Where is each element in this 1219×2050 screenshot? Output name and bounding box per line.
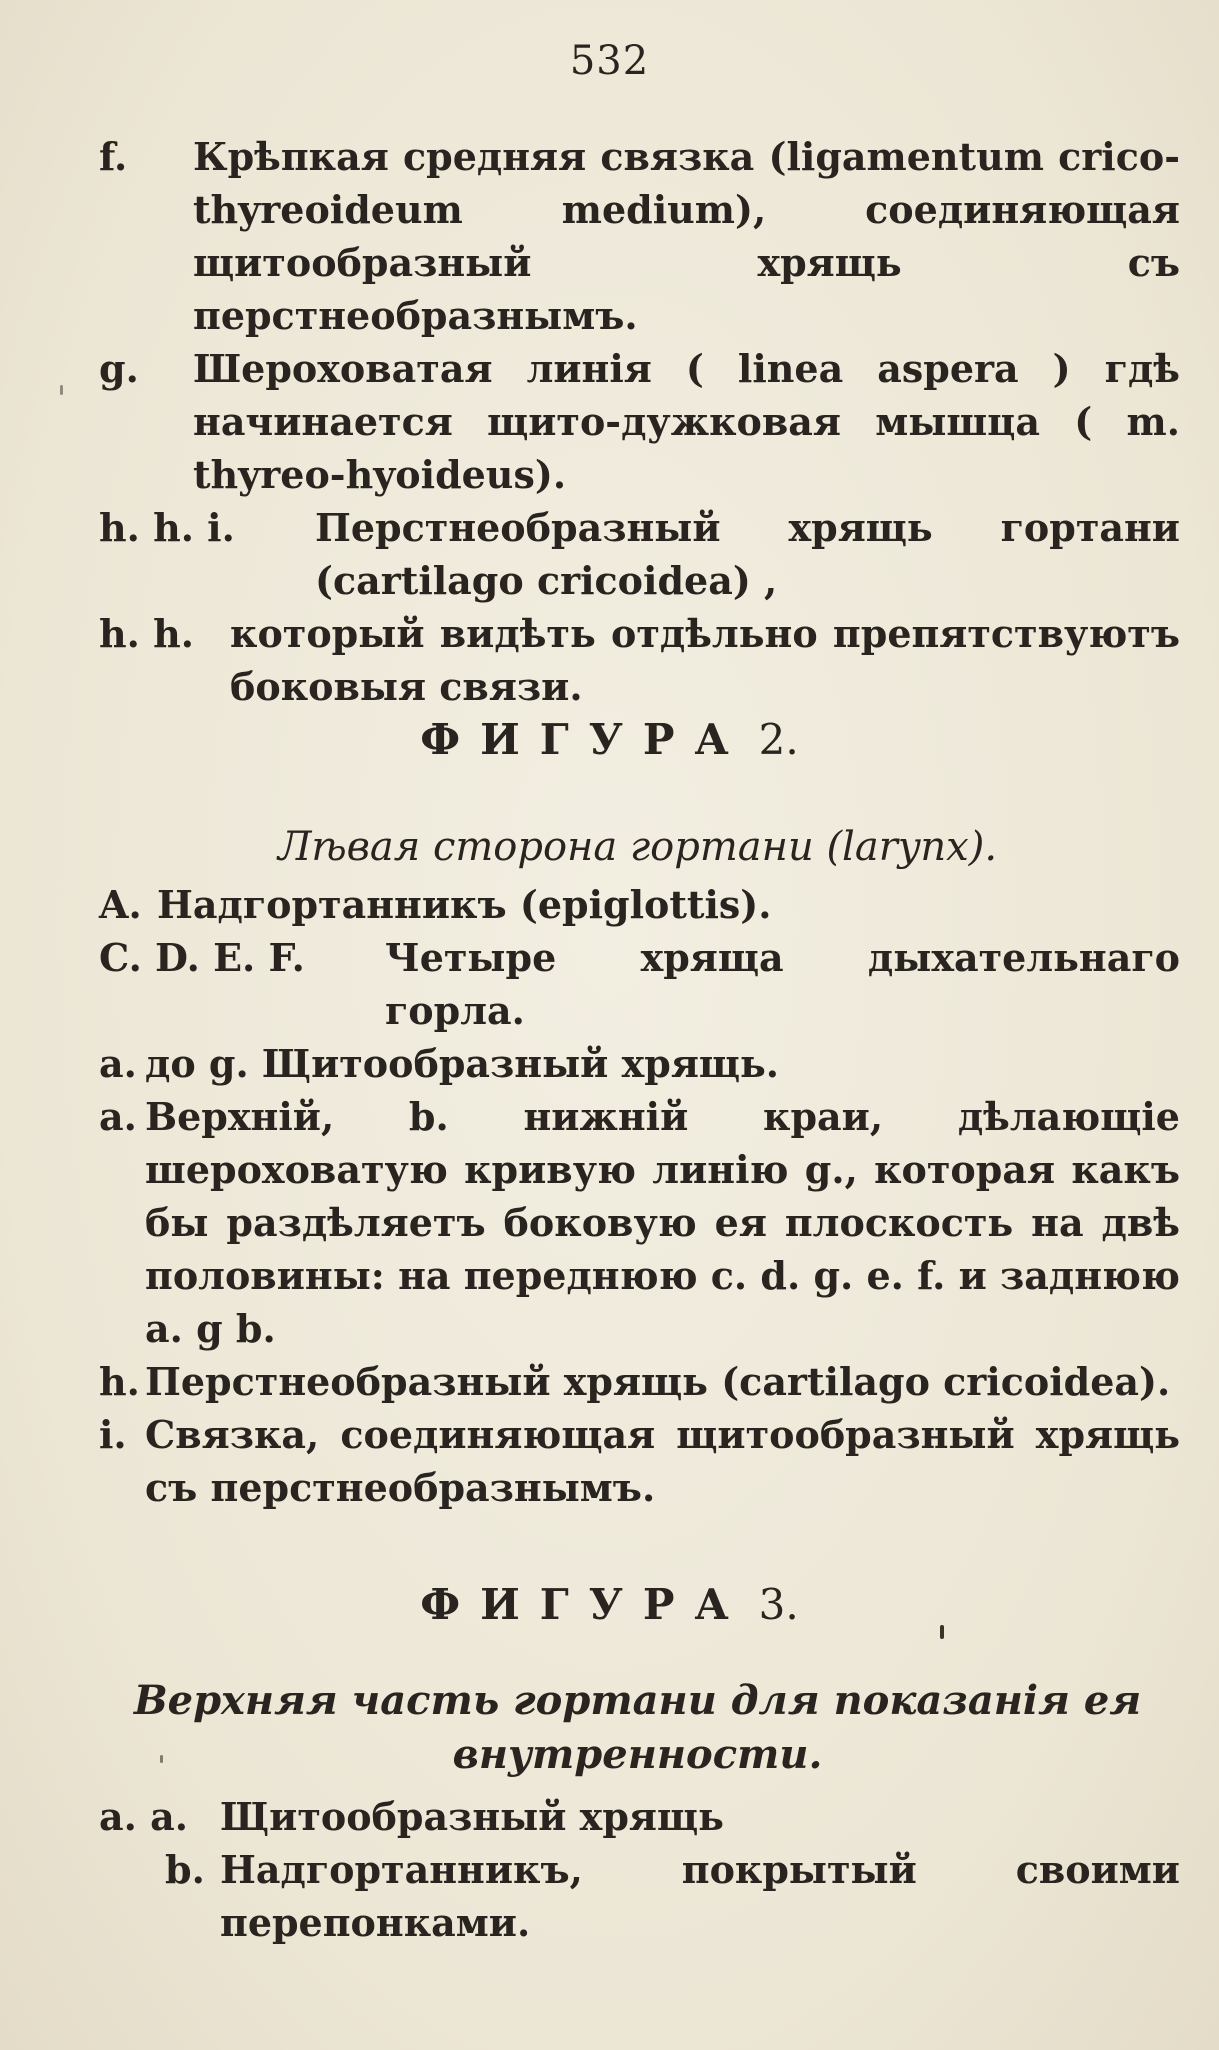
figure3-legend [95, 1790, 1180, 1949]
entry-text: до g. Щитообразный хрящь. [145, 1041, 780, 1086]
legend-entry [95, 130, 1180, 342]
entry-label: A. [99, 882, 142, 927]
paper-speck [160, 1755, 163, 1763]
heading-number: 2. [758, 715, 799, 764]
legend-entry [95, 342, 1180, 501]
entry-label: a. [99, 1094, 137, 1139]
paper-speck [940, 1625, 944, 1639]
entry-label: g. [99, 346, 139, 391]
entry-text: Перстнеобразный хрящь (cartilago cricoidea). [145, 1359, 1171, 1404]
entry-text: Четыре хряща дыхательнаго горла. [385, 935, 1180, 1033]
entry-text: Щитообразный хрящь [220, 1794, 724, 1839]
figure-3-heading [0, 1580, 1219, 1629]
figure2-legend [95, 878, 1180, 1514]
heading-number: 3. [758, 1580, 799, 1629]
figure1-legend [95, 130, 1180, 713]
heading-word: ФИГУРА [420, 715, 749, 764]
figure-3-subtitle: Верхняя часть гортани для показанія ея внутренности. [133, 1677, 1142, 1778]
legend-entry [95, 1790, 1180, 1843]
legend-entry [95, 1037, 1180, 1090]
figure-2-subtitle: Лѣвая сторона гортани (larynx). [277, 824, 998, 870]
legend-entry [95, 931, 1180, 1037]
entry-text: Перстнеобразный хрящь гортани (cartilago cricoidea) , [315, 505, 1180, 603]
entry-label: f. [99, 134, 128, 179]
entry-text: Связка, соединяющая щитообразный хрящь съ перстнеобразнымъ. [145, 1412, 1180, 1510]
entry-text: который видѣть отдѣльно препятствуютъ боковыя связи. [230, 611, 1180, 709]
entry-text: Надгортанникъ, покрытый своими перепонками. [220, 1847, 1180, 1945]
entry-text: Верхній, b. нижній краи, дѣлающіе шероховатую кривую линію g., которая какъ бы раздѣляетъ боковую ея плоскость на двѣ половины: на переднюю c. d. g. e. f. и заднюю a. g b. [145, 1094, 1180, 1351]
paper-speck [60, 385, 63, 395]
entry-label: C. D. E. F. [99, 935, 305, 980]
legend-entry [95, 1408, 1180, 1514]
entry-text: Шероховатая линія ( linea aspera ) гдѣ начинается щито-дужковая мышца ( m. thyreo-hyoideus). [193, 346, 1180, 497]
entry-label: h. h. i. [99, 505, 235, 550]
entry-label: a. a. [99, 1794, 188, 1839]
entry-text: Надгортанникъ (epiglottis). [157, 882, 772, 927]
legend-entry [95, 501, 1180, 607]
entry-label: h. [99, 1359, 140, 1404]
entry-label: a. [99, 1041, 137, 1086]
legend-entry [95, 1355, 1180, 1408]
legend-entry [95, 1090, 1180, 1355]
legend-entry [95, 607, 1180, 713]
entry-label: h. h. [99, 611, 194, 656]
entry-label: i. [99, 1412, 127, 1457]
legend-entry [95, 1843, 1180, 1949]
figure-2-heading [0, 715, 1219, 764]
entry-text: Крѣпкая средняя связка (ligamentum crico-thyreoideum medium), соединяющая щитообразный хрящь съ перстнеобразнымъ. [193, 134, 1180, 338]
legend-entry [95, 878, 1180, 931]
entry-label: b. [165, 1847, 205, 1892]
heading-word: ФИГУРА [420, 1580, 749, 1629]
page-number: 532 [569, 38, 650, 84]
